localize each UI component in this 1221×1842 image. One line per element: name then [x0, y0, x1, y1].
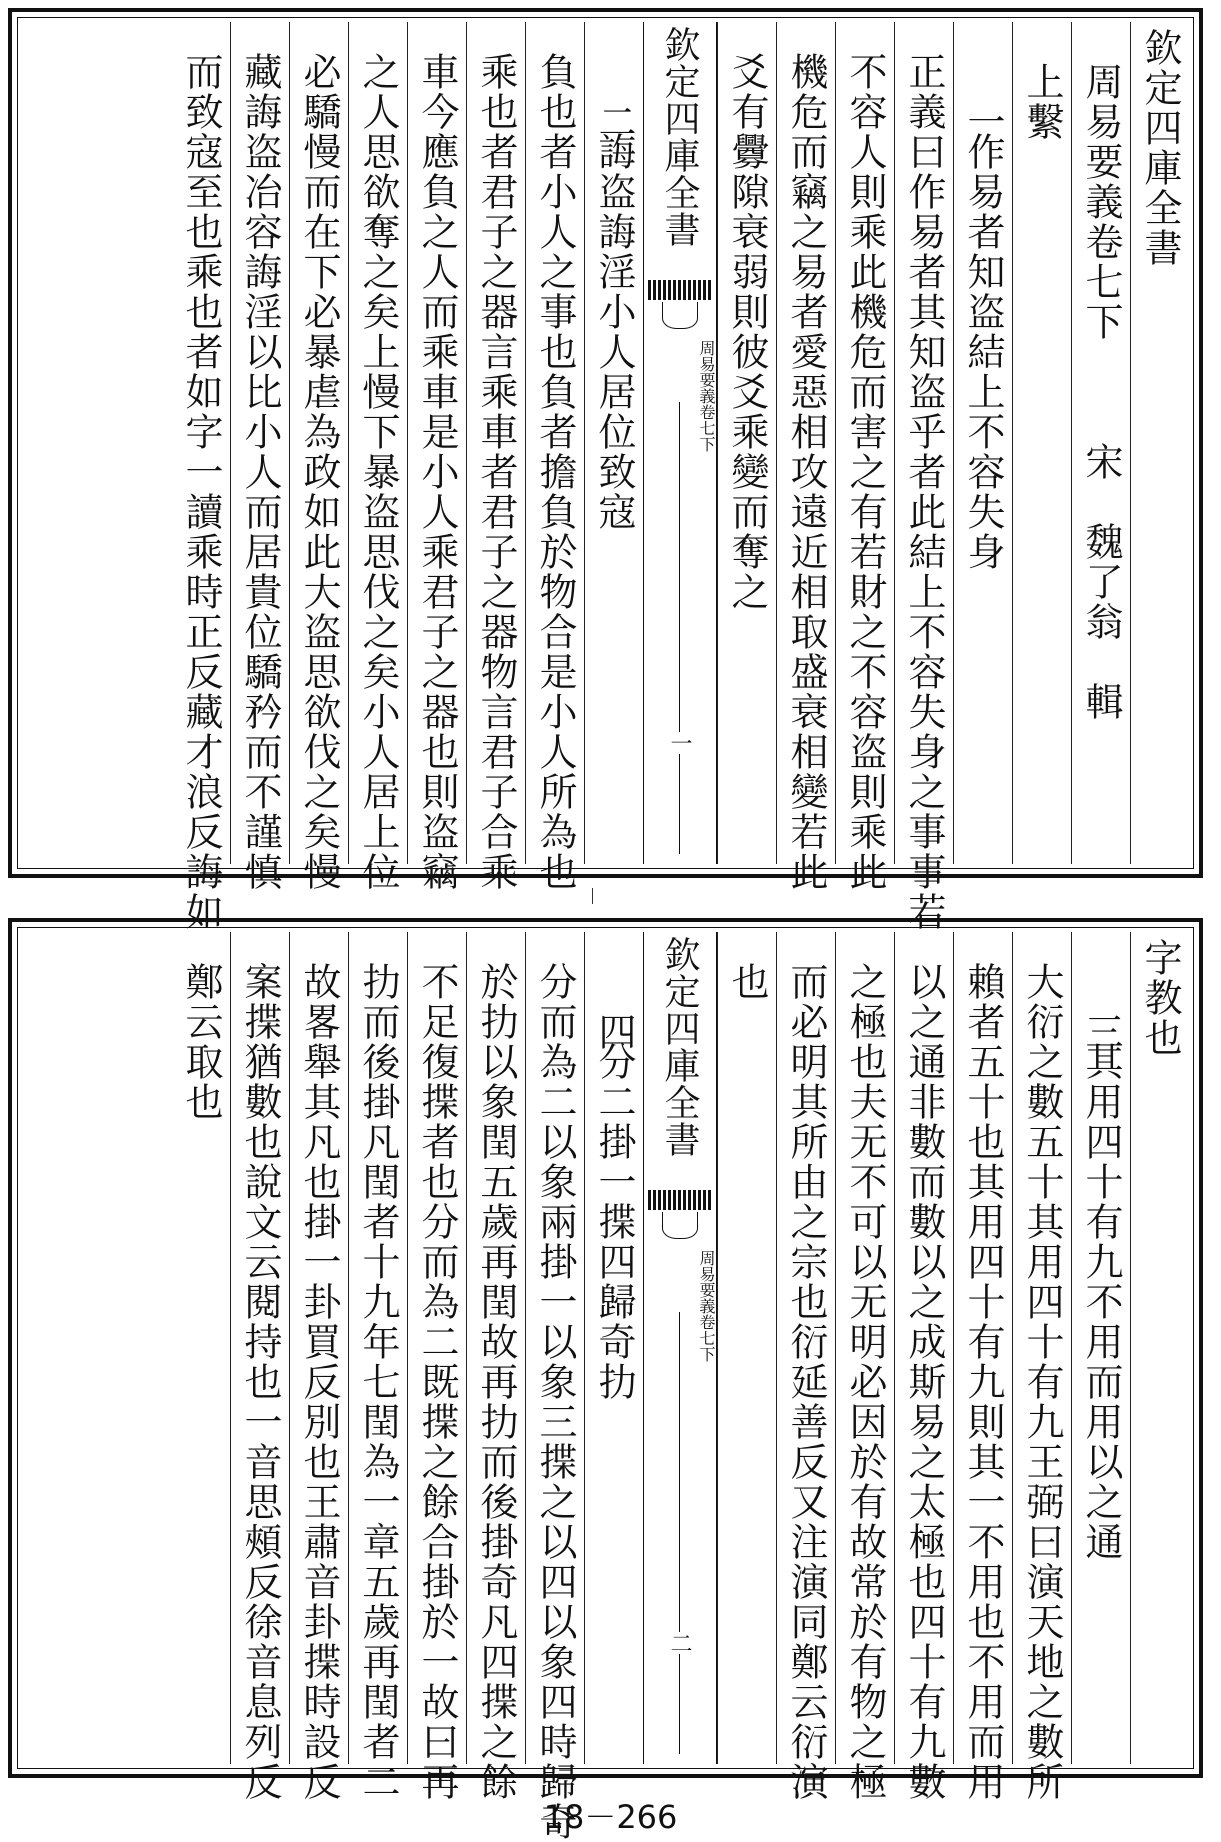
column [953, 22, 1012, 864]
spine-volume: 卷七下 [697, 1314, 716, 1362]
text-line: 藏誨盗冶容誨淫以比小人而居貴位驕矜而不謹慎 [238, 52, 282, 892]
entry-number: 一 [961, 102, 1005, 142]
column [407, 22, 466, 892]
entry-heading: 誨盗誨淫小人居位致寇 [592, 132, 636, 532]
column [894, 22, 953, 932]
column [289, 22, 348, 892]
column [717, 932, 776, 1764]
column [584, 932, 643, 1764]
text-line: 也 [725, 962, 769, 1002]
fish-tail-ornament-lower [662, 1212, 698, 1239]
column [466, 932, 525, 1802]
column [407, 932, 466, 1802]
text-line: 而致寇至也乘也者如字一讀乘時正反藏才浪反誨如 [179, 52, 223, 932]
spine-book-title [644, 1250, 716, 1362]
spine-page-number: 二 [644, 1632, 716, 1654]
text-line: 正義曰作易者其知盗乎者此結上不容失身之事事若 [902, 52, 946, 932]
text-line: 分而為二以象兩掛一以象三揲之以四以象四時歸奇 [533, 962, 577, 1842]
column [230, 932, 289, 1802]
text-line: 必驕慢而在下必暴虐為政如此大盗思欲伐之矣慢 [297, 52, 341, 892]
center-tick-mark [592, 888, 593, 904]
entry-heading: 作易者知盗結上不容失身 [961, 132, 1005, 572]
text-line: 不容人則乘此機危而害之有若財之不容盗則乘此 [843, 52, 887, 892]
text-line: 乘也者君子之器言乘車者君子之器物言君子合乘 [474, 52, 518, 892]
column [1130, 932, 1189, 1764]
fold-spine [643, 22, 717, 864]
column [289, 932, 348, 1802]
entry-heading: 其用四十有九不用而用以之通 [1079, 1042, 1123, 1562]
column [348, 932, 407, 1802]
text-line: 大衍之數五十其用四十有九王弼曰演天地之數所 [1020, 962, 1064, 1802]
volume-title: 周易要義卷七下 [1079, 62, 1123, 342]
column [1071, 932, 1130, 1764]
entry-number: 二 [592, 102, 636, 142]
text-line: 爻有釁隙衰弱則彼爻乘變而奪之 [725, 52, 769, 612]
entry-number: 三 [1079, 1012, 1123, 1052]
column [584, 22, 643, 864]
column [525, 932, 584, 1842]
column [1071, 22, 1130, 864]
text-line: 而必明其所由之宗也衍延善反又注演同鄭云衍演 [784, 962, 828, 1802]
text-line: 車今應負之人而乘車是小人乘君子之器也則盗竊 [415, 52, 459, 892]
fish-tail-ornament-lower [662, 302, 698, 329]
text-line: 賴者五十也其用四十有九則其一不用也不用而用 [961, 962, 1005, 1802]
column [171, 22, 230, 932]
column [835, 22, 894, 892]
column [717, 22, 776, 864]
spine-page-number: 一 [644, 732, 716, 754]
spine-rule [679, 1312, 680, 1754]
spine-title: 欽定四庫全書 [659, 26, 700, 248]
fold-spine [643, 932, 717, 1764]
fish-tail-ornament [648, 280, 712, 300]
column [1130, 22, 1189, 864]
spine-book-title [644, 340, 716, 452]
text-line: 以之通非數而數以之成斯易之太極也四十有九數 [902, 962, 946, 1802]
text-line: 之極也夫无不可以无明必因於有故常於有物之極 [843, 962, 887, 1802]
column [953, 932, 1012, 1802]
column [230, 22, 289, 892]
spine-book-name: 周易要義 [697, 340, 716, 404]
text-line: 扐而後掛凡閏者十九年七閏為一章五歲再閏者二 [356, 962, 400, 1802]
entry-heading: 分二掛一揲四歸奇扐 [592, 1042, 636, 1402]
column [776, 932, 835, 1802]
column [171, 932, 230, 1764]
text-line: 鄭云取也 [179, 962, 223, 1122]
spine-volume: 卷七下 [697, 404, 716, 452]
author-line: 宋 魏了翁 輯 [1079, 442, 1123, 722]
column [1012, 932, 1071, 1802]
text-line: 案揲猶數也說文云閱持也一音思頰反徐音息列反 [238, 962, 282, 1802]
chapter-heading: 上繫 [1020, 62, 1064, 142]
column [348, 22, 407, 892]
spine-title: 欽定四庫全書 [659, 936, 700, 1158]
text-line: 不足復揲者也分而為二既揲之餘合掛於一故曰再 [415, 962, 459, 1802]
entry-number: 四 [592, 1012, 636, 1052]
text-line: 故畧舉其凡也掛一卦買反別也王肅音卦揲時設反 [297, 962, 341, 1802]
page-footer-number: 18－266 [543, 1798, 678, 1836]
text-line: 負也者小人之事也負者擔負於物合是小人所為也 [533, 52, 577, 892]
text-line: 機危而竊之易者愛惡相攻遠近相取盛衰相變若此 [784, 52, 828, 892]
fish-tail-ornament [648, 1190, 712, 1210]
upper-text-columns [22, 22, 1189, 932]
spine-rule [679, 402, 680, 854]
collection-title: 欽定四庫全書 [1138, 28, 1182, 268]
text-line: 字教也 [1138, 938, 1182, 1058]
column [466, 22, 525, 892]
column [835, 932, 894, 1802]
upper-half-page [8, 8, 1203, 932]
text-line: 之人思欲奪之矣上慢下暴盗思伐之矣小人居上位 [356, 52, 400, 892]
text-line: 於扐以象閏五歲再閏故再扐而後掛奇凡四揲之餘 [474, 962, 518, 1802]
column [894, 932, 953, 1802]
spine-book-name: 周易要義 [697, 1250, 716, 1314]
column [776, 22, 835, 892]
column [1012, 22, 1071, 864]
column [525, 22, 584, 892]
